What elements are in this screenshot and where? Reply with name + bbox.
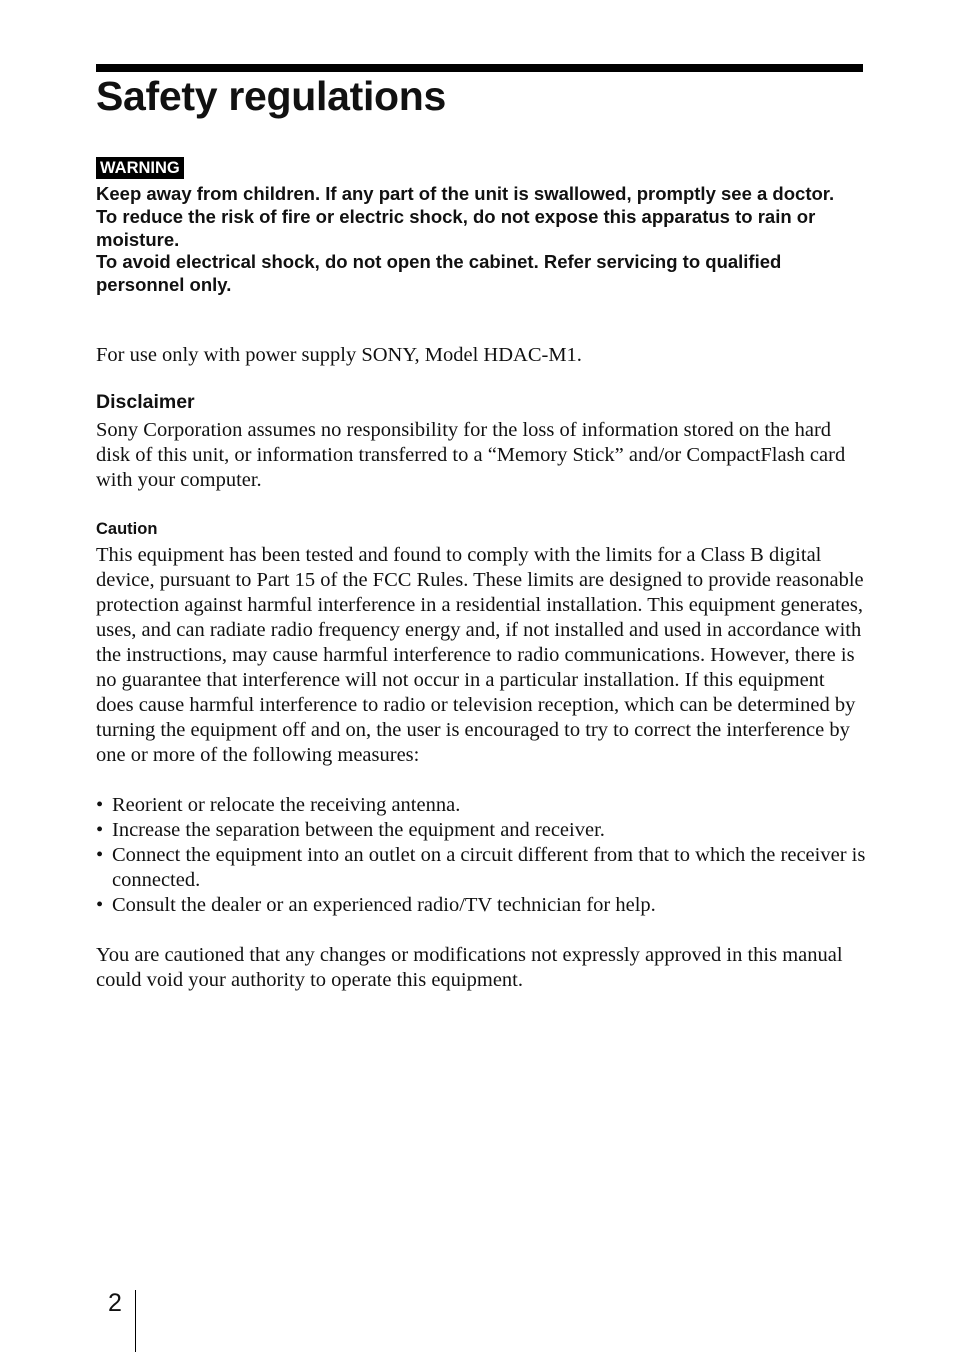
- warning-badge: WARNING: [96, 157, 184, 179]
- list-item-text: Reorient or relocate the receiving antenna.: [112, 794, 461, 816]
- page-title: Safety regulations: [96, 73, 447, 119]
- disclaimer-heading: Disclaimer: [96, 391, 195, 413]
- caution-heading: Caution: [96, 520, 158, 538]
- warning-text: [96, 183, 871, 297]
- list-item-text: Increase the separation between the equipment and receiver.: [112, 819, 605, 841]
- disclaimer-text: Sony Corporation assumes no responsibility for the loss of information stored on the hard disk of this unit, or information transferred to a “Memory Stick” and/or CompactFlash card with your computer.: [96, 419, 846, 491]
- caution-text: This equipment has been tested and found to comply with the limits for a Class B digital device, pursuant to Part 15 of the FCC Rules. These limits are designed to provide reasonable protection against harmful interference in a residential installation. This equipment generates, uses, and can radiate radio frequency energy and, if not installed and used in accordance with the instructions, may cause harmful interference to radio communications. However, there is no guarantee that interference will not occur in a particular installation. If this equipment does cause harmful interference to radio or television reception, which can be determined by turning the equipment off and on, the user is encouraged to try to correct the interference by one or more of the following measures:: [96, 544, 864, 766]
- bullet-icon: •: [96, 819, 104, 841]
- list-item-text: Connect the equipment into an outlet on a circuit different from that to which the receiver is connected.: [112, 844, 866, 891]
- list-item: [96, 793, 866, 818]
- power-supply-note: For use only with power supply SONY, Model HDAC-M1.: [96, 344, 582, 366]
- warning-line: Keep away from children. If any part of the unit is swallowed, promptly see a doctor.: [96, 183, 835, 204]
- page-number: 2: [108, 1289, 122, 1317]
- list-item: [96, 818, 866, 843]
- list-item-text: Consult the dealer or an experienced radio/TV technician for help.: [112, 894, 656, 916]
- warning-line: To avoid electrical shock, do not open the cabinet. Refer servicing to qualified personnel only.: [96, 251, 782, 296]
- bullet-icon: •: [96, 844, 104, 866]
- warning-line: To reduce the risk of fire or electric shock, do not expose this apparatus to rain or moisture.: [96, 205, 816, 250]
- list-item: [96, 843, 866, 893]
- measures-list: [96, 793, 866, 918]
- bullet-icon: •: [96, 894, 104, 916]
- bullet-icon: •: [96, 794, 104, 816]
- list-item: [96, 893, 866, 918]
- closing-caution-text: You are cautioned that any changes or modifications not expressly approved in this manual could void your authority to operate this equipment.: [96, 944, 843, 991]
- footer-rule: [135, 1290, 136, 1352]
